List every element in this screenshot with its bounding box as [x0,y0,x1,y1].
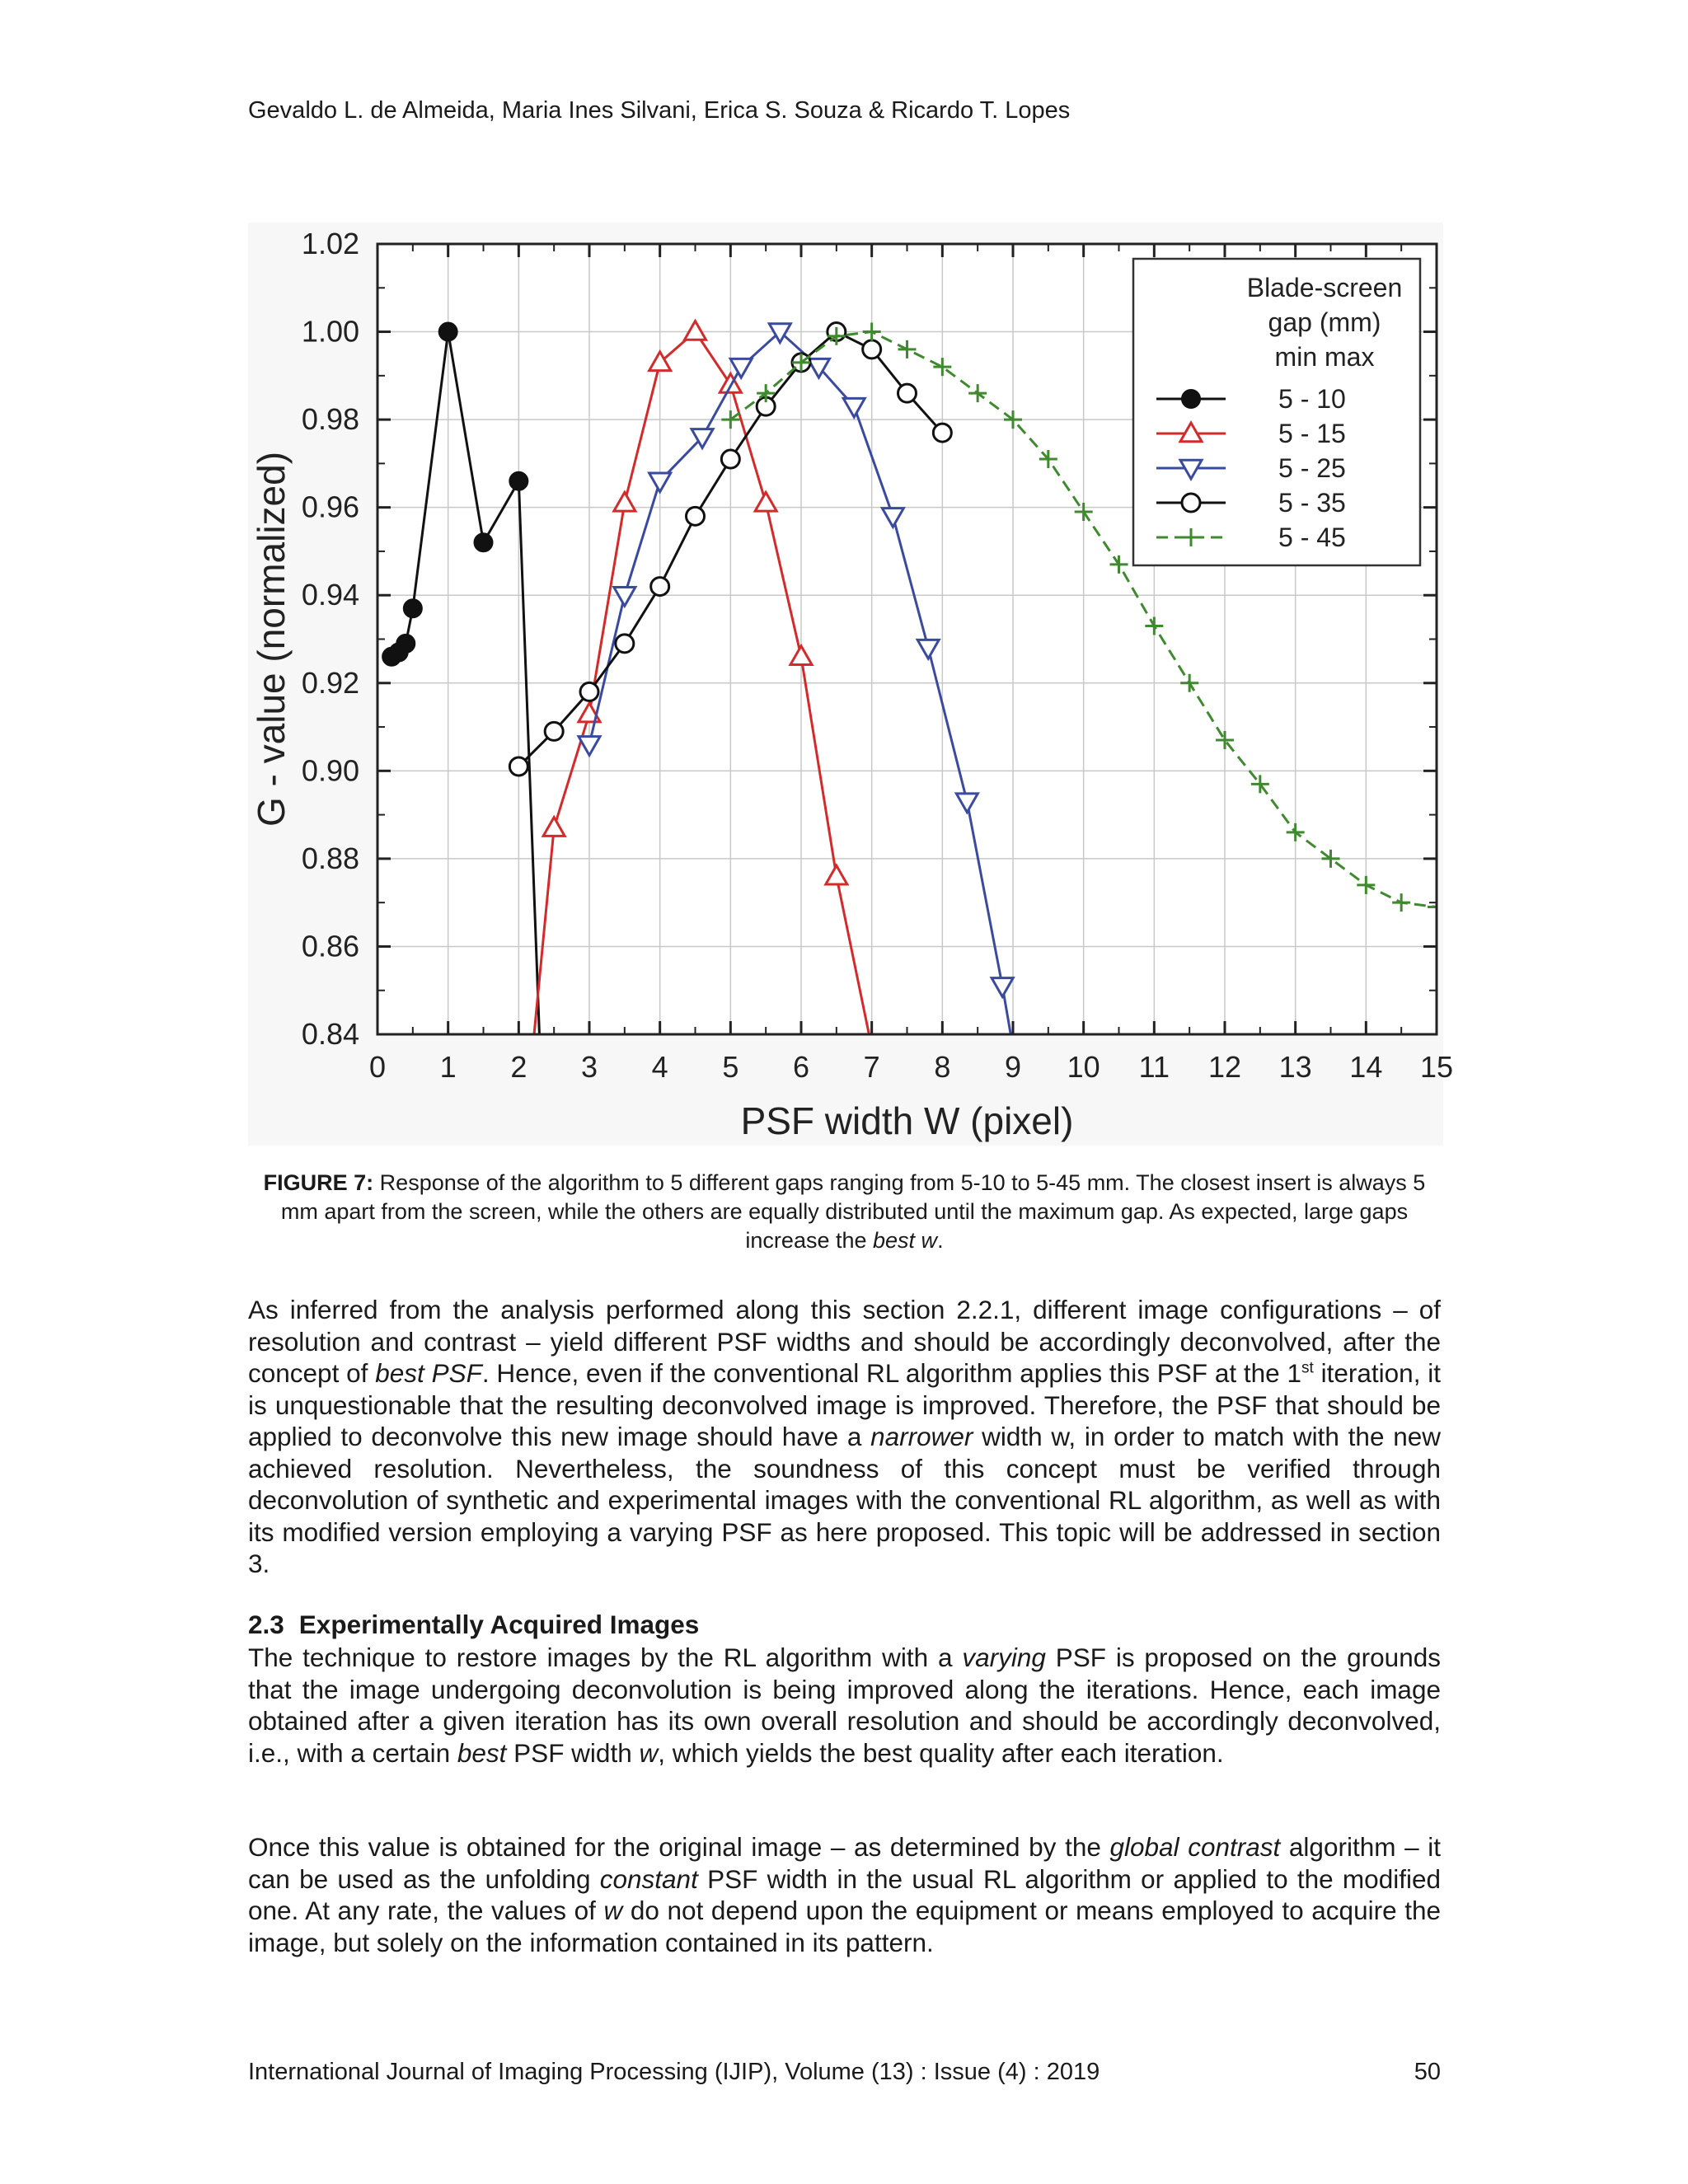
x-tick-label: 8 [934,1050,951,1084]
data-point [396,635,415,653]
y-tick-label: 0.90 [301,753,359,788]
legend-box [1133,259,1420,565]
legend-title: min max [1274,342,1375,372]
caption-label: FIGURE 7: [263,1170,374,1195]
text-emphasis: constant [599,1863,698,1894]
data-point [475,533,493,551]
legend-marker [1182,390,1200,408]
y-tick-label: 0.98 [301,402,359,437]
data-point [863,340,881,359]
legend-marker [1182,494,1200,512]
data-point [933,424,951,442]
x-tick-label: 7 [863,1050,880,1084]
text-run: PSF width in the usual RL algorithm or applied to the modified one. At any rate, the values of [248,1863,1442,1925]
text-emphasis: w [603,1896,623,1925]
x-tick-label: 0 [368,1050,387,1084]
text-emphasis: global contrast [1109,1832,1281,1862]
text-superscript: st [1301,1359,1314,1377]
text-run: width w, in order to match with the new achieved resolution. Nevertheless, the soundness of this concept must be verified through deconvolution of synthetic and experimental images with the conventional RL algorithm, as well as with its modified version employing a varying PSF as here proposed. This topic will be addressed in section 3. [248,1422,1441,1578]
page-number: 50 [1414,2059,1441,2085]
text-run: PSF width [506,1737,640,1768]
figure-7 [248,223,1454,1146]
text-run: PSF is proposed on the grounds that the image undergoing deconvolution is being improved along the iterations. Hence, each image obtained after a given iteration has its own overall resolution and should be accordingly deconvolved, i.e., with a certain [248,1643,1441,1768]
legend-title: gap (mm) [1268,307,1381,337]
text-run: Once this value is obtained for the original image – as determined by the [248,1832,1110,1862]
text-run: algorithm – it can be used as the unfolding [248,1832,1442,1894]
x-tick-label: 12 [1207,1050,1242,1084]
text-run: , which yields the best quality after each iteration. [658,1737,1224,1768]
y-tick-label: 0.88 [301,841,359,875]
text-emphasis: best [457,1737,507,1768]
text-run: iteration, it is unquestionable that the resulting deconvolved image is improved. Therefore, the PSF that should be applied to deconvolve this new image should have a [248,1358,1442,1451]
text-emphasis: w [639,1737,659,1768]
text-run: As inferred from the analysis performed along this section 2.2.1, different image configurations – of resolution and contrast – yield different PSF widths and should be accordingly deconvolved, after the concept of [248,1295,1441,1388]
text-run: . Hence, even if the conventional RL algorithm applies this PSF at the 1 [481,1358,1302,1388]
running-header: Gevaldo L. de Almeida, Maria Ines Silvani, Erica S. Souza & Ricardo T. Lopes [248,97,1071,124]
x-tick-label: 2 [510,1050,528,1084]
x-tick-label: 10 [1067,1050,1100,1084]
y-tick-label: 1.02 [301,227,359,260]
legend-label: 5 - 15 [1278,419,1346,448]
section-heading [248,1610,699,1640]
y-tick-label: 0.94 [301,578,359,612]
x-tick-label: 4 [651,1050,668,1084]
data-point [898,384,917,402]
legend-label: 5 - 10 [1278,384,1346,414]
legend-label: 5 - 35 [1278,488,1346,518]
y-tick-label: 1.00 [301,314,359,349]
x-axis-label: PSF width W (pixel) [740,1099,1074,1142]
x-tick-label: 6 [792,1050,810,1084]
page-footer [248,2059,1441,2086]
x-tick-label: 9 [1004,1050,1022,1084]
x-tick-label: 3 [580,1050,598,1084]
data-point [687,507,705,525]
journal-citation: International Journal of Imaging Processing (IJIP), Volume (13) : Issue (4) : 2019 [248,2059,1100,2085]
text-emphasis: varying [962,1643,1046,1672]
caption-emphasis: best w [873,1228,938,1253]
legend-title: Blade-screen [1246,273,1403,302]
x-tick-label: 15 [1419,1050,1454,1084]
data-point [509,472,528,490]
y-axis-label: G - value (normalized) [250,451,293,827]
figure-caption [248,1169,1441,1255]
paragraph-technique [248,1642,1441,1769]
caption-text: Response of the algorithm to 5 different gaps ranging from 5-10 to 5-45 mm. The closest insert is always 5 mm apart from the screen, while the others are equally distributed until the maximum gap. As expected, large gaps increase the [280,1170,1426,1253]
y-tick-label: 0.84 [301,1017,359,1051]
data-point [509,757,528,776]
x-tick-label: 13 [1278,1050,1312,1084]
section-title: Experimentally Acquired Images [298,1610,700,1639]
text-emphasis: best PSF [375,1358,482,1388]
x-tick-label: 11 [1138,1050,1170,1084]
x-tick-label: 14 [1349,1050,1383,1084]
g-value-chart [248,223,1454,1146]
x-tick-label: 5 [722,1050,739,1084]
data-point [439,323,457,341]
data-point [404,599,422,617]
data-point [616,635,634,653]
text-run: The technique to restore images by the RL algorithm with a [248,1643,963,1672]
data-point [545,722,563,740]
section-number: 2.3 [248,1610,284,1639]
data-point [580,682,598,701]
data-point [651,578,669,596]
text-run: do not depend upon the equipment or means employed to acquire the image, but solely on the information contained in its pattern. [248,1896,1442,1957]
legend-label: 5 - 25 [1278,453,1346,483]
y-tick-label: 0.96 [301,490,359,524]
text-emphasis: narrower [870,1422,973,1451]
y-tick-label: 0.86 [301,929,359,963]
caption-end: . [937,1228,944,1253]
legend-label: 5 - 45 [1278,523,1346,552]
data-point [721,450,739,468]
paragraph-intro [248,1294,1441,1580]
x-tick-label: 1 [439,1050,457,1084]
y-tick-label: 0.92 [301,665,359,700]
paragraph-value [248,1831,1441,1958]
